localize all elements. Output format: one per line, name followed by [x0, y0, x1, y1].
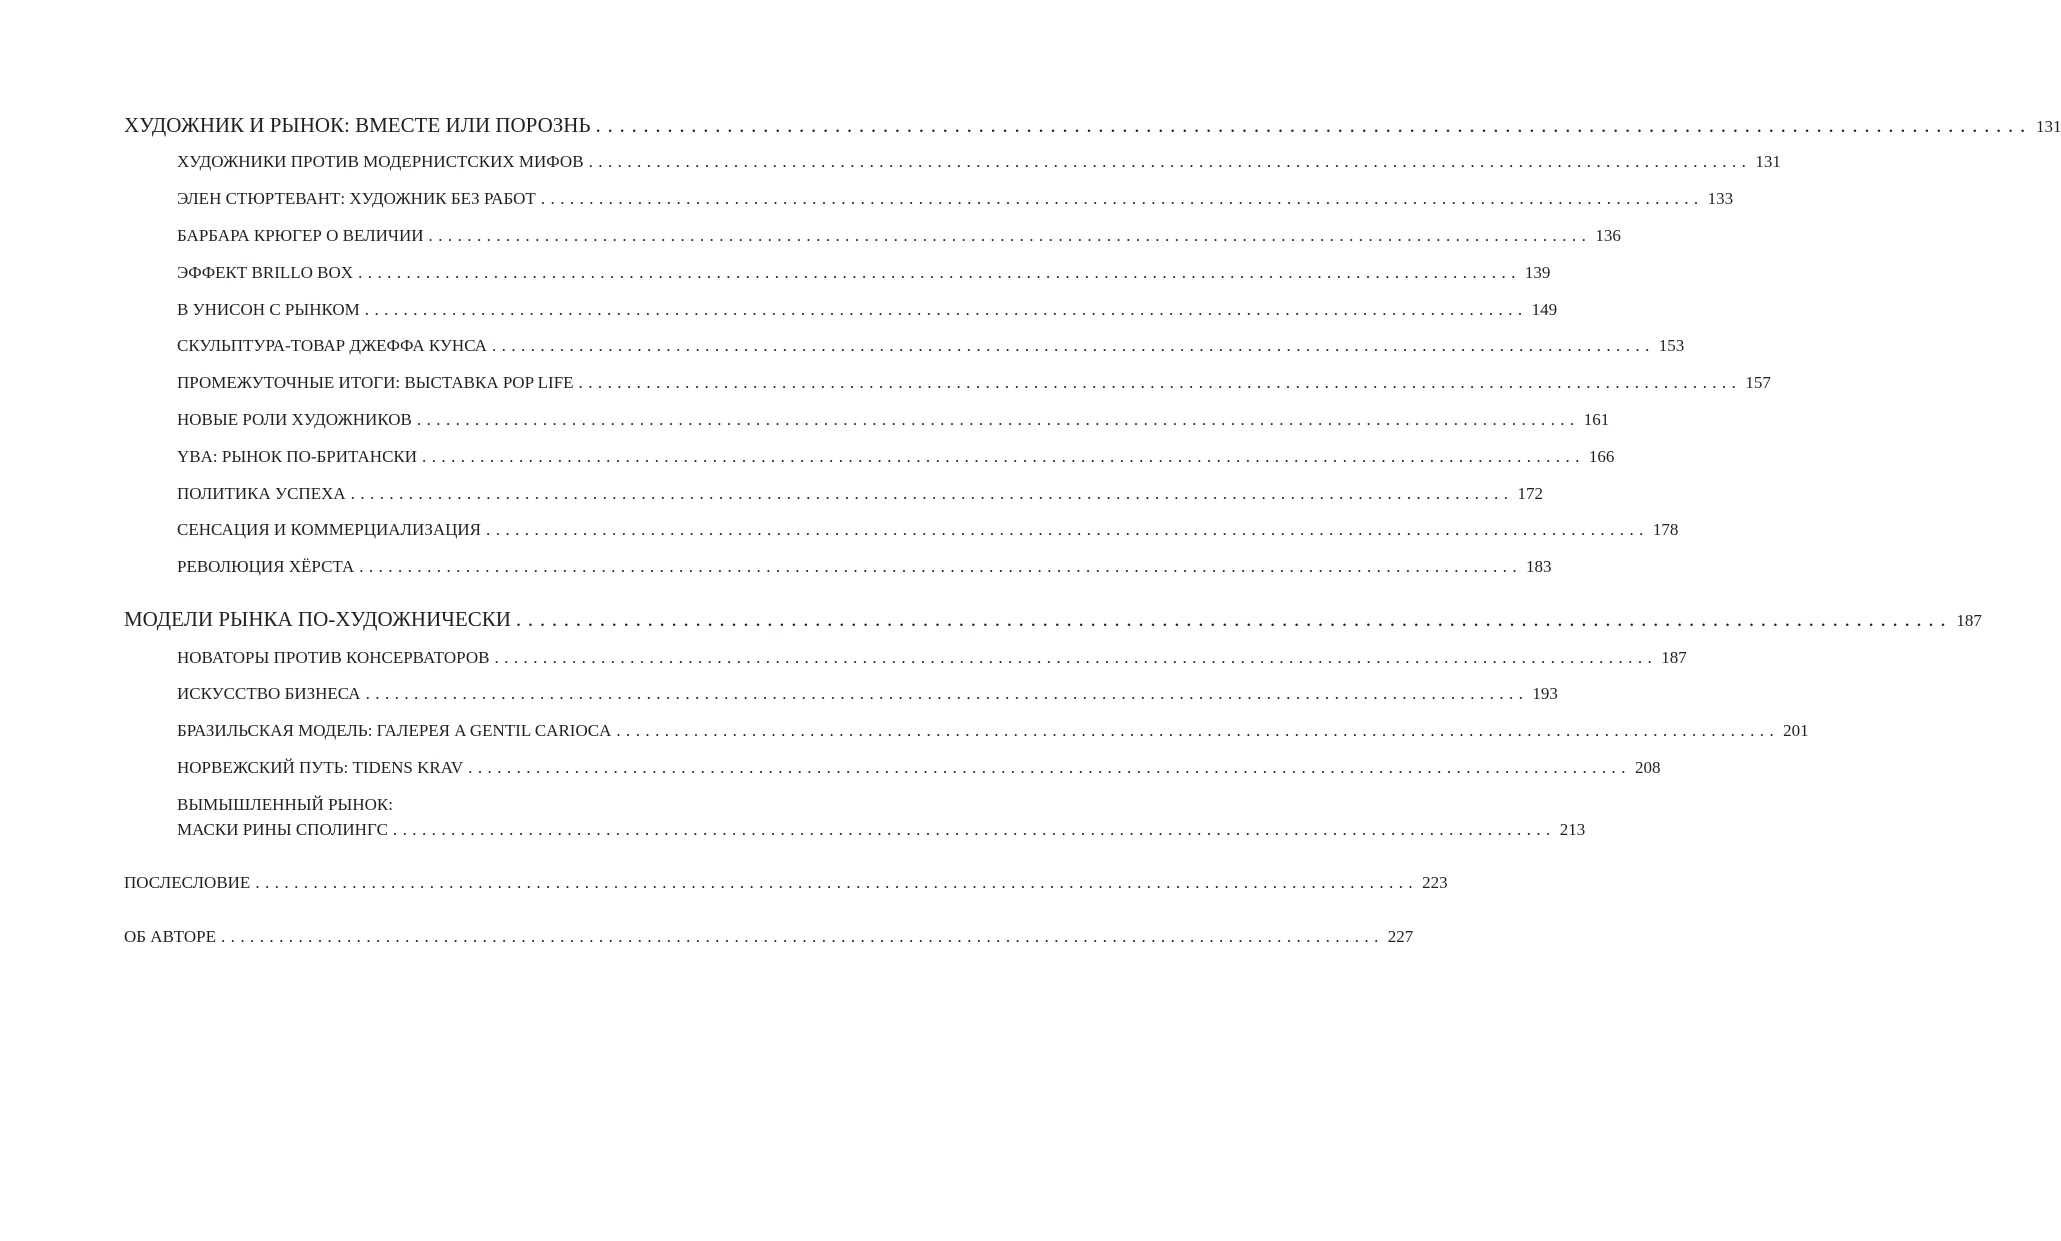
toc-entry — [177, 520, 1679, 540]
toc-entry-title: МАСКИ РИНЫ СПОЛИНГС — [177, 820, 388, 839]
toc-entry — [177, 263, 1551, 283]
toc-page-number: 131 — [1755, 152, 1781, 171]
toc-entry-title: ЭЛЕН СТЮРТЕВАНТ: ХУДОЖНИК БЕЗ РАБОТ — [177, 189, 536, 208]
toc-entry-title-first-line: ВЫМЫШЛЕННЫЙ РЫНОК: — [177, 795, 393, 814]
toc-leader-dots: ........................................................................................................................ — [220, 927, 1384, 946]
toc-leader-dots: ........................................................................................................................ — [515, 607, 1953, 631]
toc-entry-title: ПРОМЕЖУТОЧНЫЕ ИТОГИ: ВЫСТАВКА POP LIFE — [177, 373, 574, 392]
toc-entry — [177, 820, 1586, 840]
toc-leader-dots: ........................................................................................................................ — [428, 226, 1592, 245]
toc-entry — [177, 410, 1610, 430]
toc-entry — [177, 684, 1558, 704]
toc-leader-dots: ........................................................................................................................ — [468, 758, 1631, 777]
toc-page-number: 223 — [1422, 873, 1448, 892]
toc-entry-title: РЕВОЛЮЦИЯ ХЁРСТА — [177, 557, 355, 576]
toc-page-number: 201 — [1783, 721, 1809, 740]
toc-entry-title: БРАЗИЛЬСКАЯ МОДЕЛЬ: ГАЛЕРЕЯ A GENTIL CARIOCA — [177, 721, 612, 740]
toc-page-number: 139 — [1524, 263, 1551, 282]
toc-leader-dots: ........................................................................................................................ — [494, 648, 1658, 667]
toc-entry — [177, 648, 1687, 668]
toc-page-number: 213 — [1559, 820, 1586, 839]
toc-leader-dots: ........................................................................................................................ — [540, 189, 1704, 208]
toc-entry — [177, 484, 1543, 504]
toc-page-number: 193 — [1532, 684, 1558, 703]
toc-leader-dots: ........................................................................................................................ — [392, 820, 1556, 839]
toc-entry — [177, 447, 1615, 467]
toc-entry-title: СЕНСАЦИЯ И КОММЕРЦИАЛИЗАЦИЯ — [177, 520, 482, 539]
toc-entry-title: БАРБАРА КРЮГЕР О ВЕЛИЧИИ — [177, 226, 424, 245]
toc-page-number: 136 — [1595, 226, 1621, 245]
toc-entry — [177, 189, 1734, 209]
toc-entry-title: НОВАТОРЫ ПРОТИВ КОНСЕРВАТОРОВ — [177, 648, 490, 667]
toc-leader-dots: ........................................................................................................................ — [422, 447, 1585, 466]
toc-page-number: 161 — [1583, 410, 1610, 429]
toc-leader-dots: ........................................................................................................................ — [491, 336, 1655, 355]
toc-leader-dots: ........................................................................................................................ — [416, 410, 1580, 429]
toc-entry — [177, 721, 1809, 741]
toc-entry-title: СКУЛЬПТУРА-ТОВАР ДЖЕФФА КУНСА — [177, 336, 487, 355]
toc-entry — [177, 373, 1771, 393]
toc-section-heading — [124, 607, 1982, 632]
toc-entry-title: ПОСЛЕСЛОВИЕ — [124, 873, 251, 892]
toc-section-title: МОДЕЛИ РЫНКА ПО-ХУДОЖНИЧЕСКИ — [124, 607, 511, 631]
toc-page-number: 131 — [2035, 117, 2061, 136]
toc-page-number: 157 — [1745, 373, 1771, 392]
toc-leader-dots: ........................................................................................................................ — [588, 152, 1752, 171]
toc-page-number: 183 — [1526, 557, 1552, 576]
toc-entry-title: ОБ АВТОРЕ — [124, 927, 216, 946]
toc-entry-title: ЭФФЕКТ BRILLO BOX — [177, 263, 354, 282]
toc-entry-title: НОВЫЕ РОЛИ ХУДОЖНИКОВ — [177, 410, 412, 429]
toc-leader-dots: ........................................................................................................................ — [350, 484, 1514, 503]
toc-entry — [177, 758, 1661, 778]
toc-entry-title: В УНИСОН С РЫНКОМ — [177, 300, 360, 319]
toc-entry-title: НОРВЕЖСКИЙ ПУТЬ: TIDENS KRAV — [177, 758, 464, 777]
toc-entry-title: ХУДОЖНИКИ ПРОТИВ МОДЕРНИСТСКИХ МИФОВ — [177, 152, 584, 171]
toc-page-number: 187 — [1956, 611, 1982, 630]
toc-leader-dots: ........................................................................................................................ — [365, 684, 1529, 703]
toc-entry — [177, 152, 1781, 172]
toc-entry — [177, 557, 1552, 577]
toc-leader-dots: ........................................................................................................................ — [616, 721, 1780, 740]
toc-page-number: 172 — [1517, 484, 1543, 503]
toc-section-title: ХУДОЖНИК И РЫНОК: ВМЕСТЕ ИЛИ ПОРОЗНЬ — [124, 113, 591, 137]
toc-page-number: 208 — [1634, 758, 1661, 777]
toc-leader-dots: ........................................................................................................................ — [578, 373, 1742, 392]
toc-page-number: 166 — [1588, 447, 1615, 466]
toc-afterword — [124, 873, 1448, 893]
toc-leader-dots: ........................................................................................................................ — [358, 263, 1521, 282]
toc-about-author — [124, 927, 1414, 947]
toc-leader-dots: ........................................................................................................................ — [364, 300, 1528, 319]
toc-entry — [177, 226, 1621, 246]
toc-entry — [177, 300, 1558, 320]
toc-leader-dots: ........................................................................................................................ — [255, 873, 1419, 892]
toc-leader-dots: ........................................................................................................................ — [359, 557, 1523, 576]
toc-entry-title: YBA: РЫНОК ПО-БРИТАНСКИ — [177, 447, 418, 466]
toc-page-number: 149 — [1531, 300, 1558, 319]
toc-page-number: 187 — [1661, 648, 1687, 667]
toc-page-number: 133 — [1707, 189, 1734, 208]
toc-page-number: 178 — [1652, 520, 1679, 539]
toc-page-number: 227 — [1387, 927, 1414, 946]
toc-leader-dots: ........................................................................................................................ — [486, 520, 1649, 539]
toc-entry — [177, 336, 1685, 356]
toc-page-number: 153 — [1658, 336, 1685, 355]
toc-entry-title: ИСКУССТВО БИЗНЕСА — [177, 684, 361, 703]
toc-leader-dots: ........................................................................................................................ — [595, 113, 2032, 137]
toc-section-heading — [124, 113, 2061, 138]
toc-entry-title: ПОЛИТИКА УСПЕХА — [177, 484, 346, 503]
